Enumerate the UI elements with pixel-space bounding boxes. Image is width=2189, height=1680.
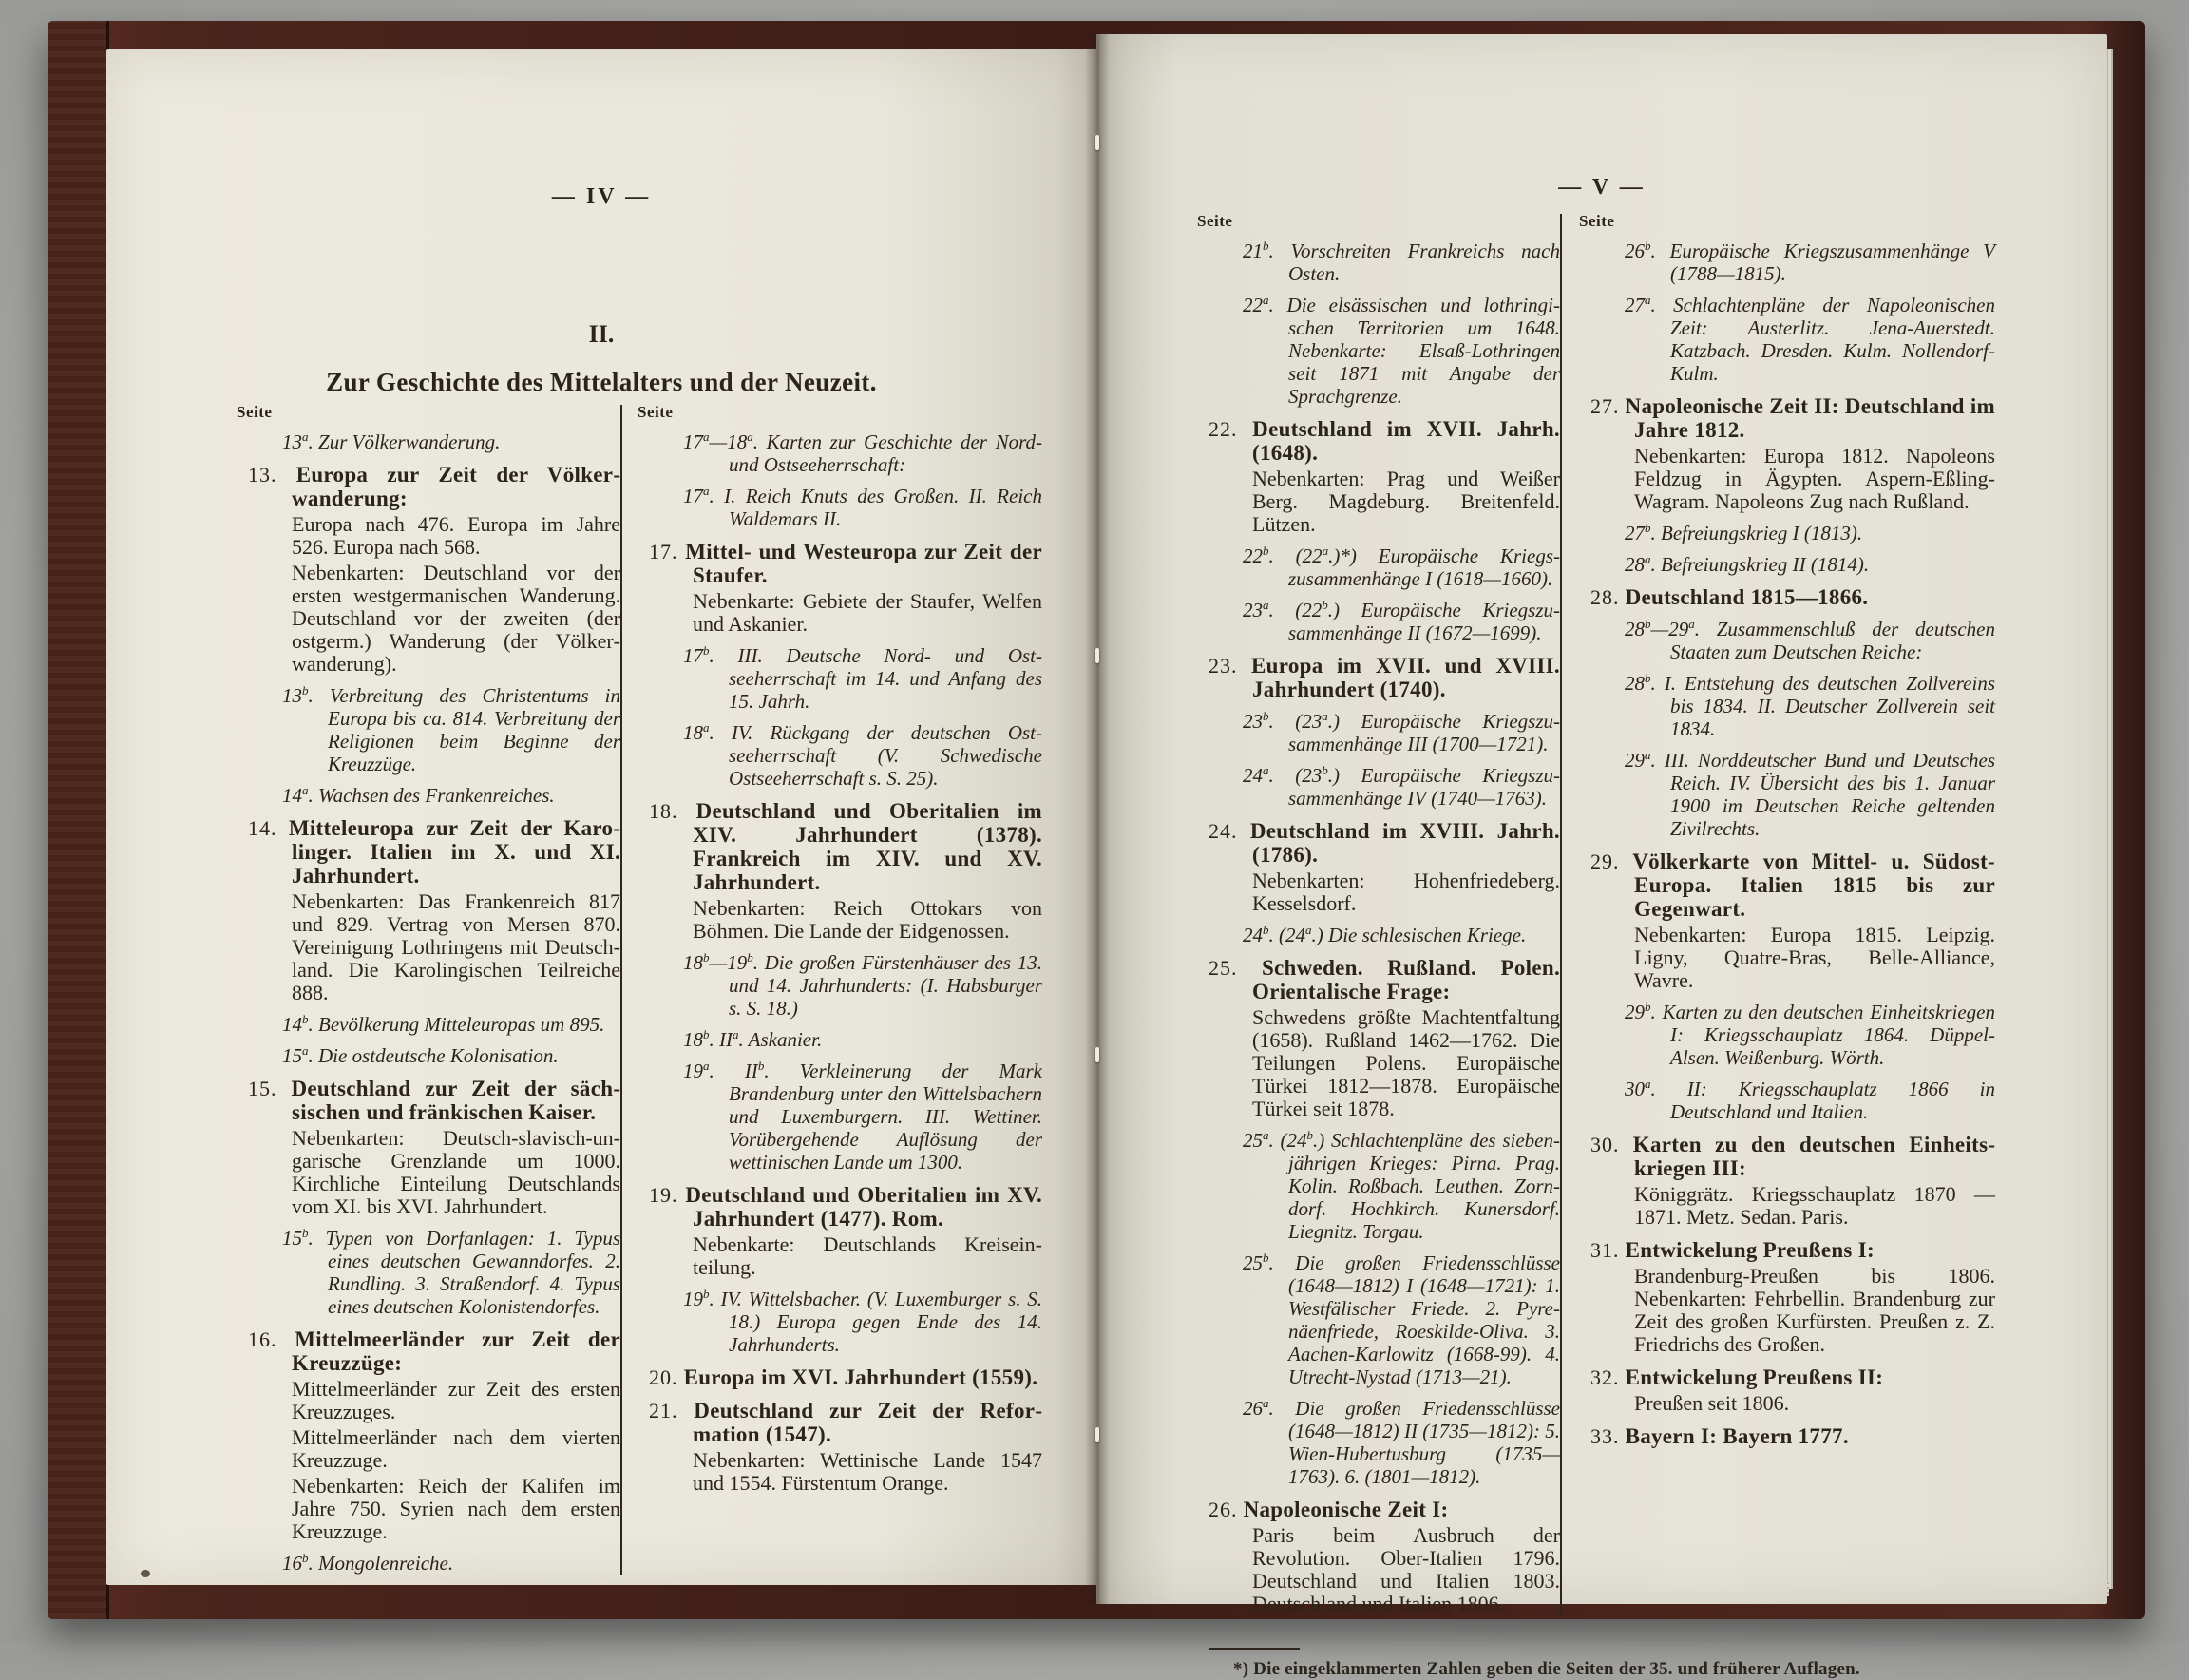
- toc-entry: [235, 562, 620, 676]
- right-page-column-1: [1195, 212, 1560, 1615]
- entry-text: Entwickelung Preußens II:: [1625, 1365, 1884, 1389]
- entry-text: Napoleonische Zeit I:: [1243, 1498, 1449, 1521]
- entry-text: Mongolenreiche.: [318, 1552, 454, 1575]
- toc-entry: [1195, 869, 1560, 915]
- entry-text: Vorschreiten Frankreichs nach Osten.: [1288, 239, 1561, 285]
- entry-label: 20.: [649, 1365, 678, 1389]
- entry-text: Deutschland und Oberitalien im XIV. Jahrhundert (1378). Frankreich im XIV. und XV. Jahrhundert.: [693, 799, 1042, 894]
- entry-text: Bevölkerung Mitteleuropas um 895.: [318, 1013, 605, 1036]
- entry-label: 25$^a$.: [1243, 1128, 1274, 1152]
- toc-entry: [1195, 468, 1560, 536]
- toc-entry: [1195, 956, 1560, 1003]
- entry-text: Europa nach 476. Europa im Jahre 526. Europa nach 568.: [292, 512, 620, 559]
- toc-entry: [1195, 710, 1560, 755]
- entry-label: 33.: [1590, 1424, 1620, 1448]
- toc-entry: [235, 513, 620, 559]
- entry-label: 19$^a$.: [683, 1059, 714, 1082]
- entry-text: Schwedens größte Machtentfaltung (1658). Rußland 1462—1762. Die Teilungen Polens. Europäische Türkei 1812—1878. Europäische Türkei seit 1878.: [1252, 1005, 1560, 1120]
- right-page-column-2: [1562, 212, 1995, 1615]
- toc-entry: [235, 430, 620, 453]
- entry-label: 14.: [248, 816, 277, 840]
- entry-text: (24$^a$.) Die schlesischen Kriege.: [1279, 923, 1527, 946]
- entry-label: 28.: [1590, 585, 1620, 609]
- entry-text: I. Reich Knuts des Großen. II. Reich Waldemars II.: [724, 485, 1042, 530]
- toc-entry: [1577, 618, 1995, 663]
- entry-text: Karten zu den deutschen Einheitskriegen I: Kriegsschauplatz 1864. Düppel-Alsen. Weißenburg. Wörth.: [1662, 1001, 1995, 1069]
- entry-label: 25.: [1209, 956, 1238, 980]
- entry-text: Bayern I: Bayern 1777.: [1625, 1424, 1849, 1448]
- entry-label: 22.: [1209, 417, 1238, 441]
- entry-text: Preußen seit 1806.: [1634, 1391, 1790, 1415]
- toc-entry: [235, 1227, 620, 1318]
- toc-entry: [1577, 1424, 1995, 1448]
- toc-entry: [1195, 1524, 1560, 1615]
- entry-text: Nebenkarten: Europa 1812. Napoleons Feldzug in Ägypten. Aspern-Eßling-Wagram. Napoleons Zug nach Rußland.: [1634, 444, 1995, 513]
- toc-entry: [1195, 654, 1560, 701]
- toc-entry: [1577, 445, 1995, 513]
- toc-entry: [1577, 1133, 1995, 1180]
- entry-text: (22$^b$.) Europäische Kriegszusammenhänge II (1672—1699).: [1288, 598, 1561, 644]
- entry-text: Befreiungskrieg II (1814).: [1661, 553, 1870, 576]
- section-number: II.: [588, 320, 615, 348]
- entry-label: 13$^a$.: [282, 430, 314, 453]
- entry-text: Nebenkarten: Deutsch-slavisch-ungarische Grenzlande um 1000. Kirchliche Einteilung Deutschlands vom XI. bis XVI. Jahrhundert.: [292, 1126, 620, 1218]
- entry-text: IV. Wittelsbacher. (V. Luxemburger s. S. 18.) Europa gegen Ende des 14. Jahrhunderts.: [720, 1288, 1042, 1356]
- entry-label: 17.: [649, 540, 678, 563]
- toc-entry: [636, 540, 1042, 587]
- toc-entry: [1577, 1183, 1995, 1229]
- entry-text: Nebenkarten: Prag und Weißer Berg. Magdeburg. Breitenfeld. Lützen.: [1252, 467, 1560, 536]
- entry-text: Deutschland zur Zeit der Reformation (1547).: [693, 1399, 1042, 1446]
- entry-label: 23.: [1209, 654, 1238, 678]
- toc-entry: [1195, 1498, 1560, 1521]
- left-page-columns: [235, 403, 1096, 1575]
- toc-entry: [1195, 1129, 1560, 1243]
- ink-dot: [141, 1570, 150, 1577]
- toc-entry: [235, 1013, 620, 1036]
- footnote-text: *) Die eingeklammerten Zahlen geben die Seiten der 35. und früherer Auflagen.: [1233, 1659, 1860, 1679]
- toc-entry: [1577, 522, 1995, 544]
- toc-entry: [235, 1044, 620, 1067]
- entry-text: Paris beim Ausbruch der Revolution. Ober-Italien 1796. Deutschland und Italien 1803. Deutschland und Italien 1806.: [1252, 1523, 1560, 1615]
- toc-entry: [1195, 544, 1560, 590]
- toc-entry: [636, 897, 1042, 943]
- entry-text: Völkerkarte von Mittel- u. Südost-Europa. Italien 1815 bis zur Gegenwart.: [1632, 850, 1995, 921]
- entry-label: 15$^a$.: [282, 1043, 314, 1067]
- seite-label: Seite: [1197, 212, 1233, 230]
- entry-text: (22$^a$.)*) Europäische Kriegszusammenhänge I (1618—1660).: [1288, 544, 1560, 590]
- toc-entry: [235, 1426, 620, 1472]
- entry-label: 13$^b$.: [282, 683, 314, 707]
- toc-entry: [636, 1060, 1042, 1174]
- toc-entry: [636, 1233, 1042, 1279]
- toc-entry: [636, 485, 1042, 530]
- entry-text: (23$^b$.) Europäische Kriegszusammenhänge IV (1740—1763).: [1288, 763, 1561, 810]
- entry-label: 16.: [248, 1327, 277, 1351]
- entry-text: $II^a$. Askanier.: [719, 1027, 823, 1051]
- toc-entry: [1195, 599, 1560, 644]
- entry-text: Die großen Friedensschlüsse (1648—1812) II (1735—1812): 5. Wien-Hubertusburg (1735—1763). 6. (1801—1812).: [1288, 1397, 1560, 1488]
- entry-label: 23$^a$.: [1243, 598, 1274, 621]
- toc-entry: [636, 721, 1042, 790]
- book-cover: [48, 21, 2145, 1679]
- entry-text: Nebenkarten: Europa 1815. Leipzig. Ligny, Quatre-Bras, Belle-Alliance, Wavre.: [1634, 923, 1995, 992]
- toc-entry: [1577, 850, 1995, 921]
- entry-label: 21.: [649, 1399, 678, 1422]
- toc-entry: [1577, 553, 1995, 576]
- entry-label: 27$^a$.: [1625, 293, 1656, 316]
- toc-entry: [235, 1552, 620, 1575]
- toc-entry: [1195, 819, 1560, 867]
- toc-entry: [636, 1288, 1042, 1356]
- entry-label: 18$^a$.: [683, 720, 714, 744]
- toc-entry: [235, 684, 620, 775]
- entry-text: Die elsässischen und lothringischen Territorien um 1648. Nebenkarte: Elsaß-Lothringen seit 1871 mit Angabe der Sprachgrenze.: [1286, 294, 1561, 408]
- entry-label: 26.: [1209, 1498, 1238, 1521]
- toc-entry: [1195, 1251, 1560, 1388]
- toc-entry: [636, 644, 1042, 713]
- toc-entry: [1577, 924, 1995, 992]
- entry-text: II: Kriegsschauplatz 1866 in Deutschland und Italien.: [1670, 1078, 1996, 1123]
- entry-text: Brandenburg-Preußen bis 1806. Nebenkarten: Fehrbellin. Brandenburg zur Zeit des großen Kurfürsten. Preußen z. Z. Friedrichs des Großen.: [1634, 1264, 1995, 1356]
- entry-text: Europa zur Zeit der Völkerwanderung:: [292, 463, 620, 510]
- toc-entry: [1195, 1006, 1560, 1120]
- toc-entry: [1577, 294, 1995, 385]
- toc-entry: [1577, 585, 1995, 609]
- entry-text: Mitteleuropa zur Zeit der Karolinger. Italien im X. und XI. Jahrhundert.: [288, 816, 620, 888]
- entry-text: Deutschland im XVII. Jahrh. (1648).: [1252, 417, 1560, 465]
- entry-label: 13.: [248, 463, 277, 487]
- left-page-column-1: [235, 403, 620, 1575]
- toc-entry: [1195, 294, 1560, 408]
- entry-text: Nebenkarten: Das Frankenreich 817 und 829. Vertrag von Mersen 870. Vereinigung Lothringens mit Deutschland. Die Karolingischen Teilreiche 888.: [292, 889, 620, 1004]
- footnote-block: [1209, 1648, 2107, 1680]
- toc-entry: [1577, 1265, 1995, 1356]
- entry-label: 24.: [1209, 819, 1238, 843]
- section-title: Zur Geschichte des Mittelalters und der Neuzeit.: [326, 368, 877, 396]
- toc-entry: [1577, 672, 1995, 740]
- footnote-rule: [1209, 1648, 1300, 1650]
- entry-label: 29.: [1590, 850, 1620, 873]
- toc-entry: [636, 1399, 1042, 1446]
- entry-text: Nebenkarte: Deutschlands Kreiseinteilung.: [693, 1232, 1042, 1279]
- entry-label: 32.: [1590, 1365, 1620, 1389]
- entry-label: 14$^b$.: [282, 1012, 314, 1036]
- toc-entry: [235, 784, 620, 807]
- page-left-iv: [106, 49, 1096, 1585]
- book-cover-edge-left: [48, 21, 109, 1619]
- entry-label: 29$^a$.: [1625, 748, 1656, 772]
- entry-label: 24$^a$.: [1243, 763, 1274, 787]
- entry-text: Nebenkarten: Wettinische Lande 1547 und 1554. Fürstentum Orange.: [693, 1448, 1042, 1495]
- entry-text: Napoleonische Zeit II: Deutschland im Jahre 1812.: [1625, 394, 1995, 442]
- entry-label: 18$^b$—19$^b$.: [683, 950, 758, 974]
- entry-label: 25$^b$.: [1243, 1250, 1274, 1274]
- entry-label: 18$^b$.: [683, 1027, 714, 1051]
- entry-text: Wachsen des Frankenreiches.: [318, 784, 555, 807]
- toc-entry: [636, 1183, 1042, 1231]
- entry-text: $II^b$. Verkleinerung der Mark Brandenburg unter den Wittelsbachern und Luxemburgern. III. Wettiner. Vorübergehende Auflösung der wettinischen Lande um 1300.: [729, 1059, 1042, 1174]
- toc-entry: [1195, 1397, 1560, 1488]
- entry-label: 28$^b$.: [1625, 671, 1656, 695]
- binding-stitch: [1095, 135, 1099, 150]
- toc-entry: [1577, 749, 1995, 840]
- toc-entry: [235, 1327, 620, 1375]
- entry-text: Königgrätz. Kriegsschauplatz 1870 —1871. Metz. Sedan. Paris.: [1634, 1182, 1995, 1229]
- toc-entry: [1195, 924, 1560, 946]
- toc-entry: [1577, 239, 1995, 285]
- entry-label: 28$^a$.: [1625, 552, 1656, 576]
- toc-entry: [636, 1365, 1042, 1389]
- toc-entry: [235, 890, 620, 1004]
- entry-text: Verbreitung des Christentums in Europa bis ca. 814. Verbreitung der Religionen beim Beginne der Kreuzzüge.: [328, 684, 621, 775]
- entry-label: 27$^b$.: [1625, 521, 1656, 544]
- entry-text: Nebenkarten: Reich Ottokars von Böhmen. Die Lande der Eidgenossen.: [693, 896, 1042, 943]
- entry-text: (23$^a$.) Europäische Kriegszusammenhänge III (1700—1721).: [1288, 709, 1561, 755]
- entry-text: Nebenkarte: Gebiete der Staufer, Welfen und Askanier.: [693, 589, 1042, 636]
- entry-label: 29$^b$.: [1625, 1000, 1656, 1023]
- entry-label: 14$^a$.: [282, 783, 314, 807]
- page-number-left: — IV —: [551, 184, 652, 209]
- entry-label: 27.: [1590, 394, 1620, 418]
- entry-text: Karten zu den deutschen Einheitskriegen III:: [1632, 1133, 1995, 1180]
- toc-entry: [1577, 1365, 1995, 1389]
- entry-text: Zusammenschluß der deutschen Staaten zum Deutschen Reiche:: [1670, 618, 1996, 663]
- toc-entry: [235, 1077, 620, 1124]
- entry-label: 15.: [248, 1077, 277, 1100]
- entry-label: 17$^b$.: [683, 643, 714, 667]
- entry-label: 26$^a$.: [1243, 1396, 1274, 1420]
- entry-text: (24$^b$.) Schlachtenpläne des siebenjährigen Krieges: Pirna. Prag. Kolin. Roßbach. Leuthen. Zorndorf. Hochkirch. Kunersdorf. Liegnitz. Torgau.: [1280, 1128, 1561, 1243]
- entry-label: 23$^b$.: [1243, 709, 1274, 733]
- page-right-v: [1096, 34, 2107, 1679]
- entry-text: Befreiungskrieg I (1813).: [1661, 522, 1863, 544]
- binding-stitch: [1095, 1427, 1099, 1442]
- page-number-right: — V —: [1558, 175, 1646, 200]
- entry-label: 30.: [1590, 1133, 1620, 1156]
- toc-entry: [636, 951, 1042, 1020]
- entry-label: 30$^a$.: [1625, 1077, 1656, 1100]
- entry-text: Deutschland zur Zeit der sächsischen und fränkischen Kaiser.: [291, 1077, 620, 1124]
- binding-stitch: [1095, 1047, 1099, 1062]
- entry-text: Nebenkarten: Hohenfriedeberg. Kesselsdorf.: [1252, 869, 1560, 915]
- entry-text: Die großen Friedensschlüsse (1648—1812) I (1648—1721): 1. Westfälischer Friede. 2. Pyrenäenfriede, Roeskilde-Oliva. 3. Aachen-Karlowitz (1668-99). 4. Utrecht-Nystad (1713—21).: [1288, 1251, 1560, 1388]
- entry-text: Deutschland 1815—1866.: [1625, 585, 1869, 609]
- entry-label: 18.: [649, 799, 678, 823]
- toc-entry: [1195, 239, 1560, 285]
- toc-entry: [235, 463, 620, 510]
- entry-text: I. Entstehung des deutschen Zollvereins bis 1834. II. Deutscher Zollverein seit 1834.: [1664, 672, 1996, 740]
- toc-entry: [1577, 1392, 1995, 1415]
- toc-entry: [235, 1127, 620, 1218]
- seite-label: Seite: [237, 403, 273, 421]
- toc-list: [1577, 239, 1995, 1448]
- entry-text: Mittel- und Westeuropa zur Zeit der Staufer.: [685, 540, 1042, 587]
- entry-label: 28$^b$—29$^a$.: [1625, 617, 1700, 640]
- entry-text: Typen von Dorfanlagen: 1. Typus eines deutschen Gewanndorfes. 2. Rundling. 3. Straßendorf. 4. Typus eines deutschen Kolonistendorfes.: [325, 1227, 620, 1318]
- entry-text: Europa im XVI. Jahrhundert (1559).: [683, 1365, 1038, 1389]
- entry-label: 24$^b$.: [1243, 923, 1274, 946]
- entry-text: III. Deutsche Nord- und Ostseeherrschaft im 14. und Anfang des 15. Jahrh.: [729, 644, 1042, 713]
- entry-label: 31.: [1590, 1238, 1620, 1262]
- entry-text: Die großen Fürstenhäuser des 13. und 14. Jahrhunderts: (I. Habsburger s. S. 18.): [729, 951, 1042, 1020]
- entry-text: Deutschland und Oberitalien im XV. Jahrhundert (1477). Rom.: [685, 1183, 1042, 1231]
- entry-text: Nebenkarten: Deutschland vor der ersten westgermanischen Wanderung. Deutschland vor der zweiten (der ostgerm.) Wanderung (der Völkerwanderung).: [292, 561, 620, 676]
- entry-label: 17$^a$.: [683, 484, 714, 507]
- entry-label: 22$^a$.: [1243, 293, 1274, 316]
- toc-list: [636, 430, 1042, 1495]
- entry-text: Entwickelung Preußens I:: [1625, 1238, 1875, 1262]
- toc-entry: [636, 799, 1042, 894]
- toc-list: [235, 430, 620, 1575]
- entry-label: 26$^b$.: [1625, 239, 1656, 262]
- entry-text: Schlachtenpläne der Napoleonischen Zeit: Austerlitz. Jena-Auerstedt. Katzbach. Dresden. Kulm. Nollendorf-Kulm.: [1670, 294, 1996, 385]
- entry-label: 19$^b$.: [683, 1287, 714, 1310]
- entry-text: III. Norddeutscher Bund und Deutsches Reich. IV. Übersicht des bis 1. Januar 1900 im Deutschen Reiche geltenden Zivilrechts.: [1664, 749, 1996, 840]
- seite-label: Seite: [1579, 212, 1615, 230]
- entry-text: Mittelmeerländer zur Zeit des ersten Kreuzzuges.: [292, 1377, 620, 1423]
- toc-entry: [235, 1475, 620, 1543]
- entry-text: Deutschland im XVIII. Jahrh. (1786).: [1249, 819, 1560, 867]
- left-page-column-2: [622, 403, 1042, 1575]
- entry-label: 16$^b$.: [282, 1551, 314, 1575]
- toc-entry: [1195, 764, 1560, 810]
- toc-entry: [235, 816, 620, 888]
- toc-list: [1195, 239, 1560, 1615]
- entry-text: Europäische Kriegszusammenhänge V (1788—1815).: [1669, 239, 1995, 285]
- toc-entry: [1577, 1078, 1995, 1123]
- toc-entry: [235, 1378, 620, 1423]
- toc-entry: [636, 430, 1042, 476]
- entry-text: IV. Rückgang der deutschen Ostseeherrschaft (V. Schwedische Ostseeherrschaft s. S. 25).: [729, 721, 1043, 790]
- toc-entry: [1577, 1238, 1995, 1262]
- entry-text: Mittelmeerländer nach dem vierten Kreuzzuge.: [292, 1425, 620, 1472]
- toc-entry: [636, 1449, 1042, 1495]
- binding-stitch: [1095, 648, 1099, 663]
- toc-entry: [1577, 394, 1995, 442]
- entry-text: Schweden. Rußland. Polen. Orientalische Frage:: [1252, 956, 1560, 1003]
- right-page-columns: [1195, 212, 2107, 1615]
- entry-text: Europa im XVII. und XVIII. Jahrhundert (1740).: [1251, 654, 1560, 701]
- entry-label: 21$^b$.: [1243, 239, 1274, 262]
- entry-text: Zur Völkerwanderung.: [318, 430, 501, 453]
- entry-label: 19.: [649, 1183, 678, 1207]
- entry-label: 15$^b$.: [282, 1226, 314, 1250]
- entry-text: Die ostdeutsche Kolonisation.: [318, 1044, 559, 1067]
- seite-label: Seite: [638, 403, 674, 421]
- entry-text: Nebenkarten: Reich der Kalifen im Jahre 750. Syrien nach dem ersten Kreuzzuge.: [292, 1474, 620, 1543]
- toc-entry: [636, 1028, 1042, 1051]
- toc-entry: [1195, 417, 1560, 465]
- toc-entry: [636, 590, 1042, 636]
- binding-gutter: [1085, 34, 1110, 1604]
- entry-text: Mittelmeerländer zur Zeit der Kreuzzüge:: [292, 1327, 620, 1375]
- toc-entry: [1577, 1001, 1995, 1069]
- entry-text: Karten zur Geschichte der Nord- und Ostseeherrschaft:: [729, 430, 1043, 476]
- entry-label: 17$^a$—18$^a$.: [683, 430, 758, 453]
- entry-label: 22$^b$.: [1243, 544, 1274, 567]
